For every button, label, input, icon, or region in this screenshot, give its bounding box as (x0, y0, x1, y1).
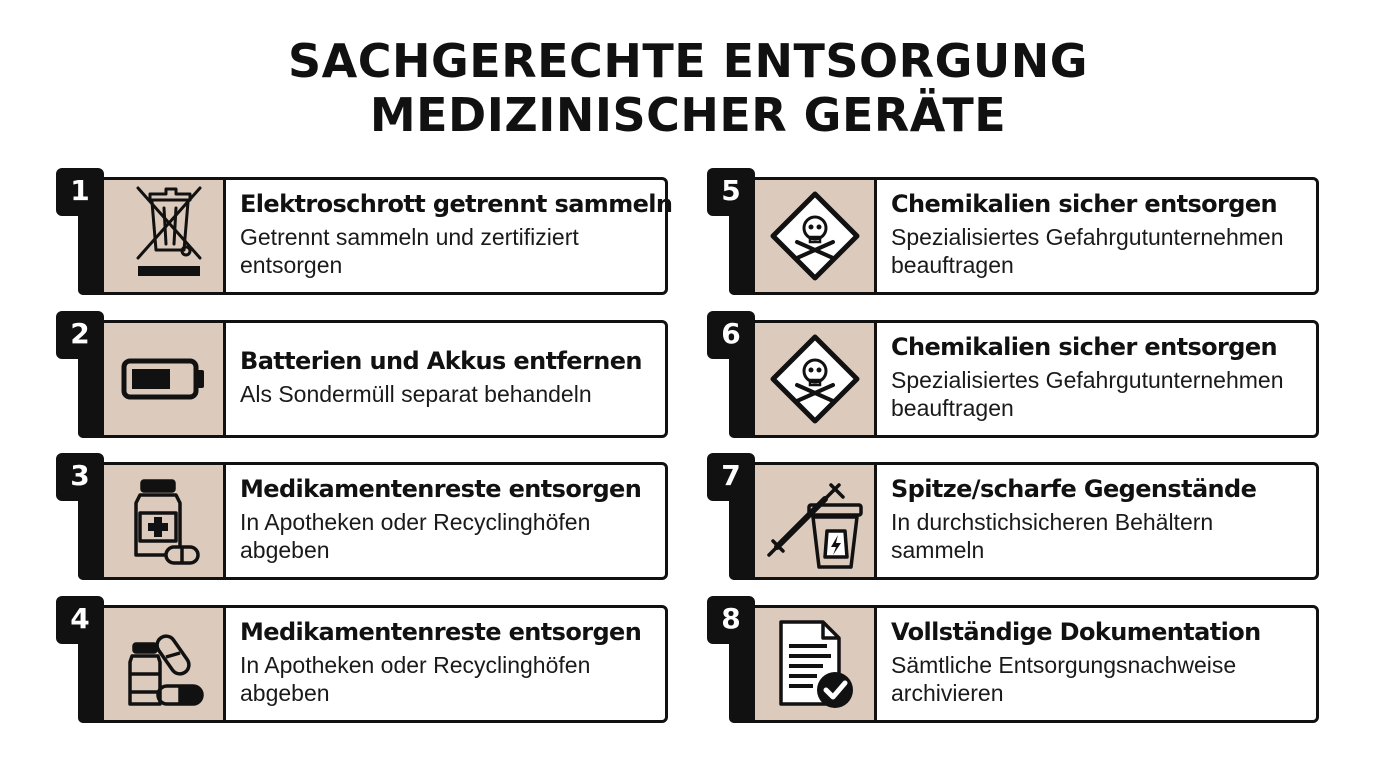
crossed-out-bin-icon (104, 180, 223, 292)
card-heading: Vollständige Dokumentation (891, 618, 1261, 646)
card-description: Spezialisiertes Gefahrgutunternehmen beauftragen (891, 224, 1284, 278)
pills-icon (104, 608, 223, 720)
card-heading: Chemikalien sicher entsorgen (891, 190, 1278, 218)
card-description: Spezialisiertes Gefahrgutunternehmen beauftragen (891, 367, 1284, 421)
card-description: In Apotheken oder Recyclinghöfen abgeben (240, 652, 591, 706)
card-8 (721, 602, 1319, 723)
card-number: 1 (56, 168, 104, 216)
card-heading: Medikamentenreste entsorgen (240, 475, 642, 503)
card-description: Als Sondermüll separat behandeln (240, 381, 592, 407)
card-5 (721, 174, 1319, 295)
card-number: 6 (707, 311, 755, 359)
card-3 (70, 459, 668, 580)
card-number: 2 (56, 311, 104, 359)
card-description: Getrennt sammeln und zertifiziert entsorgen (240, 224, 579, 278)
card-6 (721, 317, 1319, 438)
page-title (0, 34, 1376, 142)
card-number: 7 (707, 453, 755, 501)
battery-icon (104, 323, 223, 435)
card-7 (721, 459, 1319, 580)
toxic-hazard-icon (755, 323, 874, 435)
card-4 (70, 602, 668, 723)
page-title-line-2: MEDIZINISCHER GERÄTE (369, 88, 1007, 142)
card-1 (70, 174, 673, 295)
card-heading: Elektroschrott getrennt sammeln (240, 190, 673, 218)
card-description: In Apotheken oder Recyclinghöfen abgeben (240, 509, 591, 563)
card-heading: Spitze/scharfe Gegenstände (891, 475, 1257, 503)
card-description: In durchstichsicheren Behältern sammeln (891, 509, 1214, 563)
card-number: 5 (707, 168, 755, 216)
syringe-sharps-container-icon (755, 465, 874, 577)
card-number: 8 (707, 596, 755, 644)
card-number: 4 (56, 596, 104, 644)
card-description: Sämtliche Entsorgungsnachweise archivieren (891, 652, 1237, 706)
card-2 (70, 317, 668, 438)
card-heading: Medikamentenreste entsorgen (240, 618, 642, 646)
card-heading: Batterien und Akkus entfernen (240, 347, 642, 375)
medicine-bottle-icon (104, 465, 223, 577)
card-number: 3 (56, 453, 104, 501)
document-check-icon (755, 608, 874, 720)
card-heading: Chemikalien sicher entsorgen (891, 333, 1278, 361)
page-title-line-1: SACHGERECHTE ENTSORGUNG (288, 34, 1088, 88)
toxic-hazard-icon (755, 180, 874, 292)
